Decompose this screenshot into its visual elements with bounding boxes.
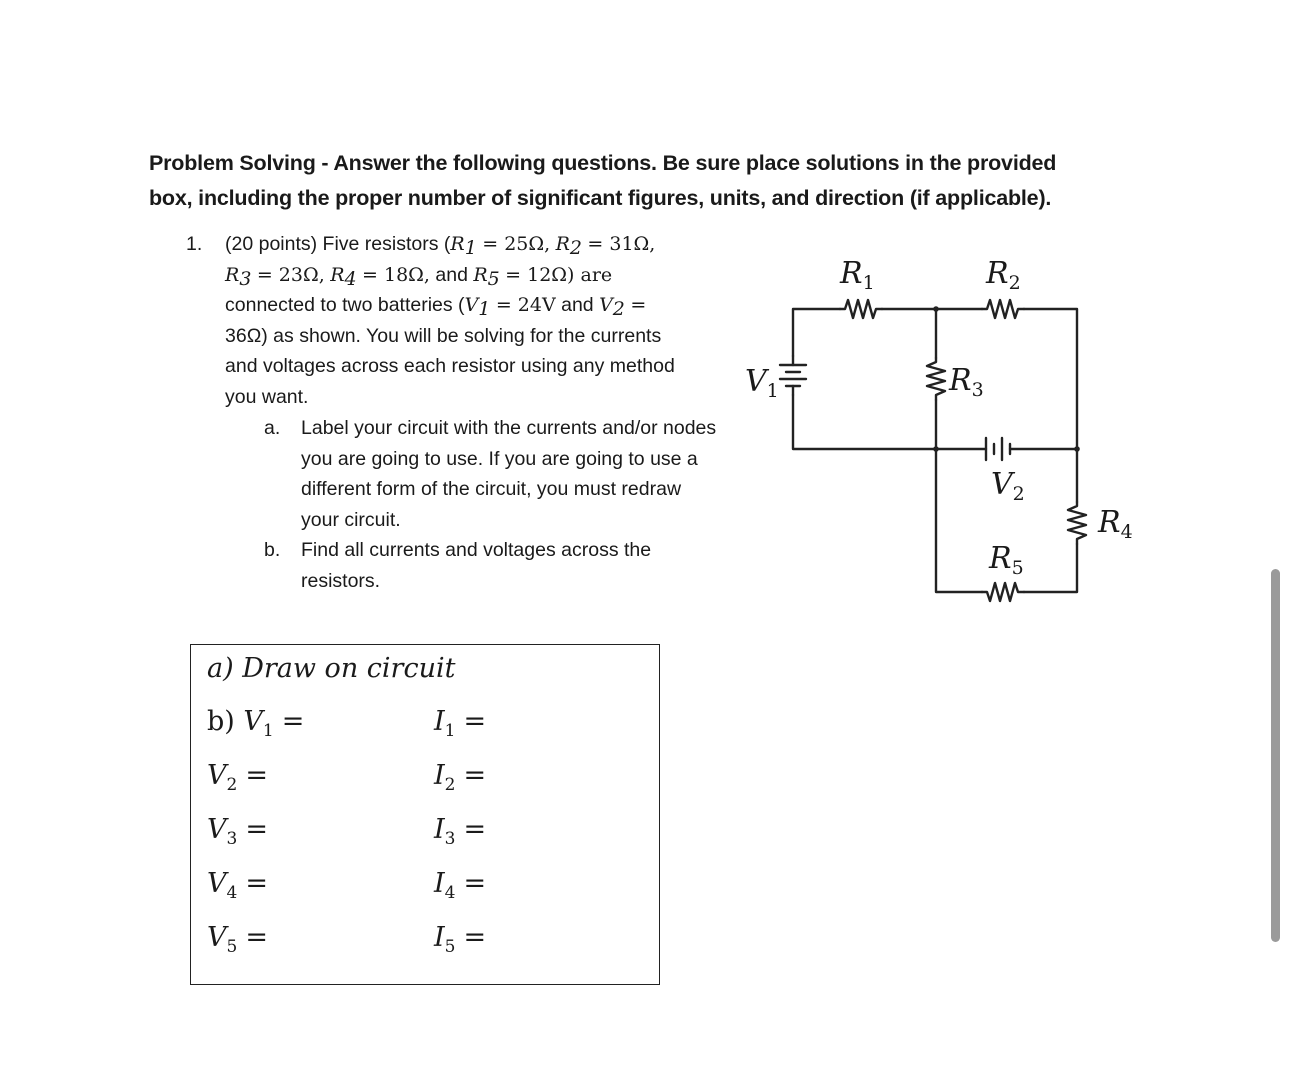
label-r2: $R_2$ <box>986 256 1021 294</box>
battery-v2 <box>986 438 1010 460</box>
label-v1: $V_1$ <box>745 364 779 402</box>
problem-line-1: (20 points) Five resistors ($R_1 = 25\Omega$, $R_2 = 31\Omega$, <box>225 233 656 259</box>
header-line-2: box, including the proper number of significant figures, units, and direction (if applicable). <box>149 186 1052 210</box>
subquestion-a-label: a. <box>264 417 281 439</box>
resistor-r5 <box>982 583 1024 601</box>
answer-v2[interactable]: $V_2$ = <box>207 760 268 795</box>
problem-body <box>225 229 715 413</box>
answer-i2[interactable]: $I_2$ = <box>434 760 487 795</box>
node-right <box>1074 446 1080 452</box>
problem-line-4: 36Ω) as shown. You will be solving for the currents <box>225 324 662 347</box>
answer-v4[interactable]: $V_4$ = <box>207 868 268 903</box>
subquestion-b-label: b. <box>264 539 281 561</box>
label-r1: $R_1$ <box>840 256 875 294</box>
label-r4: $R_4$ <box>1098 505 1133 543</box>
answer-v1[interactable]: b) $V_1$ = <box>207 706 305 741</box>
wire-bottom-left <box>793 395 936 449</box>
answer-v5[interactable]: $V_5$ = <box>207 922 268 957</box>
problem-line-6: you want. <box>225 385 309 408</box>
header-line-1: Problem Solving - Answer the following questions. Be sure place solutions in the provided <box>149 151 1057 175</box>
answer-i4[interactable]: $I_4$ = <box>434 868 487 903</box>
resistor-r1 <box>840 300 882 318</box>
label-r5: $R_5$ <box>989 541 1024 579</box>
answer-i5[interactable]: $I_5$ = <box>434 922 487 957</box>
subquestion-a-text: Label your circuit with the currents and/or nodes you are going to use. If you are going to use a different form of the circuit, you must redraw your circuit. <box>301 417 717 531</box>
vertical-scrollbar[interactable] <box>1271 569 1280 942</box>
problem-header <box>149 146 1129 216</box>
answer-a-title: a) Draw on circuit <box>207 653 456 684</box>
problem-number: 1. <box>186 233 203 255</box>
label-r3: $R_3$ <box>949 363 984 401</box>
problem-line-5: and voltages across each resistor using any method <box>225 355 675 378</box>
answer-i3[interactable]: $I_3$ = <box>434 814 487 849</box>
battery-v1 <box>780 356 806 395</box>
subquestion-b-text: Find all currents and voltages across the resistors. <box>301 539 652 592</box>
resistor-r3 <box>927 358 945 400</box>
circuit-diagram <box>735 240 1155 610</box>
answer-i1[interactable]: $I_1$ = <box>434 706 487 741</box>
wire-top-left <box>793 309 840 356</box>
label-v2: $V_2$ <box>991 467 1025 505</box>
resistor-r2 <box>982 300 1024 318</box>
resistor-r4 <box>1068 502 1086 544</box>
answer-box[interactable] <box>190 644 660 985</box>
node-top <box>933 306 939 312</box>
answer-v3[interactable]: $V_3$ = <box>207 814 268 849</box>
problem-line-3: connected to two batteries ($V_1 = 24V$ and $V_2$ = <box>225 294 647 321</box>
node-left <box>933 446 939 452</box>
problem-line-2: $R_3 = 23\Omega$, $R_4 = 18\Omega$, and $R_5 = 12\Omega$) are <box>225 263 613 290</box>
